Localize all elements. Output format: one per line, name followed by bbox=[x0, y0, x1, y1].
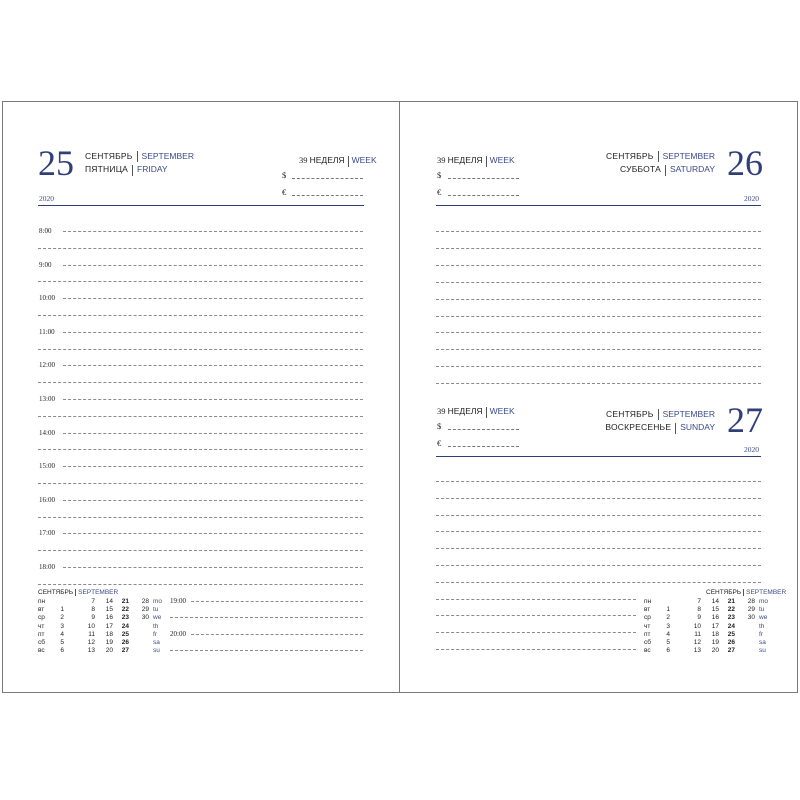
calendar-weekday-ru: ср bbox=[644, 614, 651, 622]
note-line bbox=[436, 632, 636, 633]
year: 2020 bbox=[744, 194, 759, 203]
calendar-day: 24 bbox=[727, 622, 735, 630]
time-label: 10:00 bbox=[39, 294, 55, 303]
half-hour-line bbox=[38, 483, 363, 484]
note-line bbox=[436, 531, 761, 532]
time-label: 16:00 bbox=[39, 495, 55, 504]
calendar-day: 24 bbox=[121, 622, 129, 630]
week-label: 39 НЕДЕЛЯ WEEK bbox=[437, 155, 515, 165]
calendar-weekday-ru: пн bbox=[38, 598, 46, 605]
note-line bbox=[436, 248, 761, 249]
note-line bbox=[436, 332, 761, 333]
hour-line bbox=[63, 231, 363, 232]
note-line bbox=[436, 599, 636, 600]
calendar-day: 15 bbox=[105, 606, 113, 614]
currency-euro: € bbox=[437, 438, 442, 448]
calendar-weekday-ru: пт bbox=[644, 630, 651, 638]
half-hour-line bbox=[38, 584, 363, 585]
month-en: SEPTEMBER bbox=[141, 151, 194, 161]
calendar-day: 8 bbox=[697, 606, 701, 614]
hour-line bbox=[63, 332, 363, 333]
calendar-day: 20 bbox=[105, 647, 113, 655]
time-label: 18:00 bbox=[39, 563, 55, 571]
calendar-day: 22 bbox=[727, 606, 735, 614]
calendar-day: 12 bbox=[693, 639, 701, 646]
hour-line bbox=[63, 365, 363, 366]
calendar-day: 7 bbox=[91, 598, 95, 605]
time-label: 9:00 bbox=[39, 260, 52, 269]
note-line bbox=[436, 565, 761, 566]
currency-euro-line bbox=[448, 195, 519, 196]
calendar-weekday-ru: пн bbox=[644, 598, 652, 605]
calendar-day: 4 bbox=[60, 630, 64, 638]
note-line bbox=[436, 316, 761, 317]
half-hour-line bbox=[38, 416, 363, 417]
note-line bbox=[436, 548, 761, 549]
calendar-day: 6 bbox=[60, 647, 64, 655]
calendar-weekday-en: sa bbox=[153, 639, 160, 646]
hour-line bbox=[63, 265, 363, 266]
calendar-weekday-ru: вт bbox=[38, 606, 45, 614]
mini-calendar bbox=[38, 598, 168, 654]
calendar-day: 23 bbox=[121, 614, 129, 622]
calendar-day: 16 bbox=[105, 614, 113, 622]
calendar-day: 2 bbox=[666, 614, 670, 622]
calendar-day: 10 bbox=[693, 622, 701, 630]
day-number: 27 bbox=[727, 400, 763, 440]
calendar-day: 9 bbox=[91, 614, 95, 622]
calendar-day: 10 bbox=[87, 622, 95, 630]
calendar-day: 18 bbox=[105, 630, 113, 638]
note-line bbox=[436, 383, 761, 384]
weekday-ru: ПЯТНИЦА bbox=[85, 164, 129, 175]
hour-line bbox=[63, 466, 363, 467]
calendar-day: 28 bbox=[141, 598, 149, 605]
calendar-weekday-en: th bbox=[759, 622, 765, 630]
calendar-day: 16 bbox=[711, 614, 719, 622]
calendar-day: 17 bbox=[711, 622, 719, 630]
time-label: 17:00 bbox=[39, 529, 55, 538]
currency-dollar: $ bbox=[437, 170, 442, 180]
left-page bbox=[2, 101, 400, 693]
calendar-day: 27 bbox=[121, 647, 129, 655]
hour-line bbox=[63, 500, 363, 501]
calendar-weekday-en: we bbox=[153, 614, 162, 622]
time-label: 12:00 bbox=[39, 361, 55, 370]
calendar-day: 9 bbox=[697, 614, 701, 622]
calendar-day: 12 bbox=[87, 639, 95, 646]
calendar-weekday-ru: ср bbox=[38, 614, 45, 622]
calendar-day: 1 bbox=[666, 606, 670, 614]
calendar-day: 22 bbox=[121, 606, 129, 614]
calendar-day: 15 bbox=[711, 606, 719, 614]
calendar-weekday-ru: вт bbox=[644, 606, 651, 614]
calendar-weekday-en: fr bbox=[153, 630, 157, 638]
hour-line bbox=[63, 298, 363, 299]
calendar-weekday-ru: сб bbox=[644, 639, 651, 646]
calendar-day: 14 bbox=[711, 598, 719, 605]
calendar-weekday-en: fr bbox=[759, 630, 763, 638]
separator bbox=[132, 165, 133, 176]
calendar-day: 29 bbox=[747, 606, 755, 614]
calendar-day: 8 bbox=[91, 606, 95, 614]
month-weekday-block: СЕНТЯБРЬ SEPTEMBER СУББОТА SATURDAY bbox=[606, 151, 715, 175]
time-label: 20:00 bbox=[170, 630, 186, 638]
calendar-weekday-en: th bbox=[153, 622, 159, 630]
calendar-day: 17 bbox=[105, 622, 113, 630]
calendar-weekday-en: su bbox=[153, 647, 160, 655]
note-line bbox=[436, 515, 761, 516]
note-line bbox=[436, 582, 761, 583]
hour-line bbox=[63, 433, 363, 434]
note-line bbox=[436, 498, 761, 499]
mini-calendar bbox=[644, 598, 774, 654]
currency-euro: € bbox=[282, 187, 287, 197]
separator bbox=[348, 156, 349, 167]
note-line bbox=[436, 481, 761, 482]
time-label: 13:00 bbox=[39, 395, 55, 403]
calendar-day: 5 bbox=[60, 639, 64, 646]
calendar-day: 2 bbox=[60, 614, 64, 622]
currency-dollar: $ bbox=[437, 421, 442, 431]
time-label: 8:00 bbox=[39, 227, 52, 235]
half-hour-line bbox=[38, 349, 363, 350]
calendar-day: 3 bbox=[60, 622, 64, 630]
note-line bbox=[436, 349, 761, 350]
currency-dollar-line bbox=[448, 178, 519, 179]
month-weekday-block bbox=[85, 150, 194, 176]
calendar-day: 21 bbox=[121, 598, 129, 605]
month-weekday-block: СЕНТЯБРЬ SEPTEMBER ВОСКРЕСЕНЬЕ SUNDAY bbox=[605, 409, 715, 433]
currency-dollar: $ bbox=[282, 170, 287, 180]
half-hour-line bbox=[38, 550, 363, 551]
calendar-weekday-ru: чт bbox=[38, 622, 45, 630]
half-hour-line bbox=[38, 248, 363, 249]
hour-line bbox=[63, 533, 363, 534]
half-hour-line bbox=[38, 517, 363, 518]
calendar-weekday-en: mo bbox=[153, 598, 163, 605]
calendar-weekday-ru: вс bbox=[38, 647, 45, 655]
hour-line bbox=[63, 399, 363, 400]
calendar-day: 19 bbox=[711, 639, 719, 646]
calendar-weekday-ru: сб bbox=[38, 639, 45, 646]
time-label: 15:00 bbox=[39, 462, 55, 471]
currency-euro: € bbox=[437, 187, 442, 197]
calendar-day: 23 bbox=[727, 614, 735, 622]
mini-calendar-header: СЕНТЯБРЬ SEPTEMBER bbox=[706, 589, 787, 597]
hour-line bbox=[191, 634, 363, 635]
month-ru: СЕНТЯБРЬ bbox=[85, 151, 133, 161]
note-line bbox=[436, 615, 636, 616]
calendar-day: 30 bbox=[141, 614, 149, 622]
calendar-weekday-en: tu bbox=[759, 606, 765, 614]
calendar-day: 11 bbox=[694, 630, 701, 638]
calendar-day: 27 bbox=[727, 647, 735, 655]
calendar-weekday-ru: вс bbox=[644, 647, 651, 655]
calendar-day: 14 bbox=[105, 598, 113, 605]
time-label: 11:00 bbox=[39, 327, 55, 336]
calendar-day: 11 bbox=[88, 630, 95, 638]
currency-dollar-line bbox=[448, 429, 519, 430]
calendar-day: 6 bbox=[666, 647, 670, 655]
time-label: 19:00 bbox=[170, 597, 186, 605]
calendar-day: 29 bbox=[141, 606, 149, 614]
calendar-day: 5 bbox=[666, 639, 670, 646]
year: 2020 bbox=[39, 194, 54, 203]
note-line bbox=[436, 649, 636, 650]
calendar-day: 7 bbox=[697, 598, 701, 605]
hour-line bbox=[63, 567, 363, 568]
calendar-day: 26 bbox=[121, 639, 129, 646]
header-rule bbox=[436, 456, 761, 457]
weekday-en: FRIDAY bbox=[137, 164, 168, 175]
calendar-day: 25 bbox=[727, 630, 735, 638]
hour-line bbox=[170, 650, 363, 651]
calendar-weekday-en: sa bbox=[759, 639, 766, 646]
currency-euro-line bbox=[292, 195, 363, 196]
half-hour-line bbox=[38, 449, 363, 450]
calendar-day: 30 bbox=[747, 614, 755, 622]
calendar-day: 13 bbox=[87, 647, 95, 655]
currency-euro-line bbox=[448, 446, 519, 447]
half-hour-line bbox=[38, 382, 363, 383]
calendar-weekday-en: su bbox=[759, 647, 766, 655]
hour-line bbox=[170, 617, 363, 618]
calendar-weekday-en: we bbox=[759, 614, 768, 622]
header-rule bbox=[436, 205, 761, 206]
week-label: 39 НЕДЕЛЯ WEEK bbox=[437, 406, 515, 416]
currency-dollar-line bbox=[292, 178, 363, 179]
note-line bbox=[436, 265, 761, 266]
day-number: 26 bbox=[727, 143, 763, 183]
calendar-weekday-ru: чт bbox=[644, 622, 651, 630]
half-hour-line bbox=[38, 315, 363, 316]
calendar-day: 19 bbox=[105, 639, 113, 646]
calendar-day: 13 bbox=[693, 647, 701, 655]
calendar-day: 4 bbox=[666, 630, 670, 638]
calendar-day: 18 bbox=[711, 630, 719, 638]
calendar-weekday-ru: пт bbox=[38, 630, 45, 638]
calendar-day: 28 bbox=[747, 598, 755, 605]
note-line bbox=[436, 366, 761, 367]
calendar-day: 26 bbox=[727, 639, 735, 646]
calendar-day: 21 bbox=[727, 598, 735, 605]
note-line bbox=[436, 282, 761, 283]
time-label: 14:00 bbox=[39, 428, 55, 437]
separator bbox=[137, 151, 138, 162]
calendar-day: 3 bbox=[666, 622, 670, 630]
year: 2020 bbox=[744, 445, 759, 454]
week-label: 39 НЕДЕЛЯ WEEK bbox=[299, 155, 377, 165]
right-page bbox=[400, 101, 798, 693]
hour-line bbox=[191, 601, 363, 602]
header-rule bbox=[38, 205, 364, 206]
mini-calendar-header: СЕНТЯБРЬ SEPTEMBER bbox=[38, 589, 119, 597]
calendar-day: 20 bbox=[711, 647, 719, 655]
half-hour-line bbox=[38, 281, 363, 282]
calendar-day: 1 bbox=[60, 606, 64, 614]
calendar-day: 25 bbox=[121, 630, 129, 638]
note-line bbox=[436, 299, 761, 300]
calendar-weekday-en: tu bbox=[153, 606, 159, 614]
calendar-weekday-en: mo bbox=[759, 598, 769, 605]
note-line bbox=[436, 231, 761, 232]
day-number: 25 bbox=[38, 143, 74, 183]
